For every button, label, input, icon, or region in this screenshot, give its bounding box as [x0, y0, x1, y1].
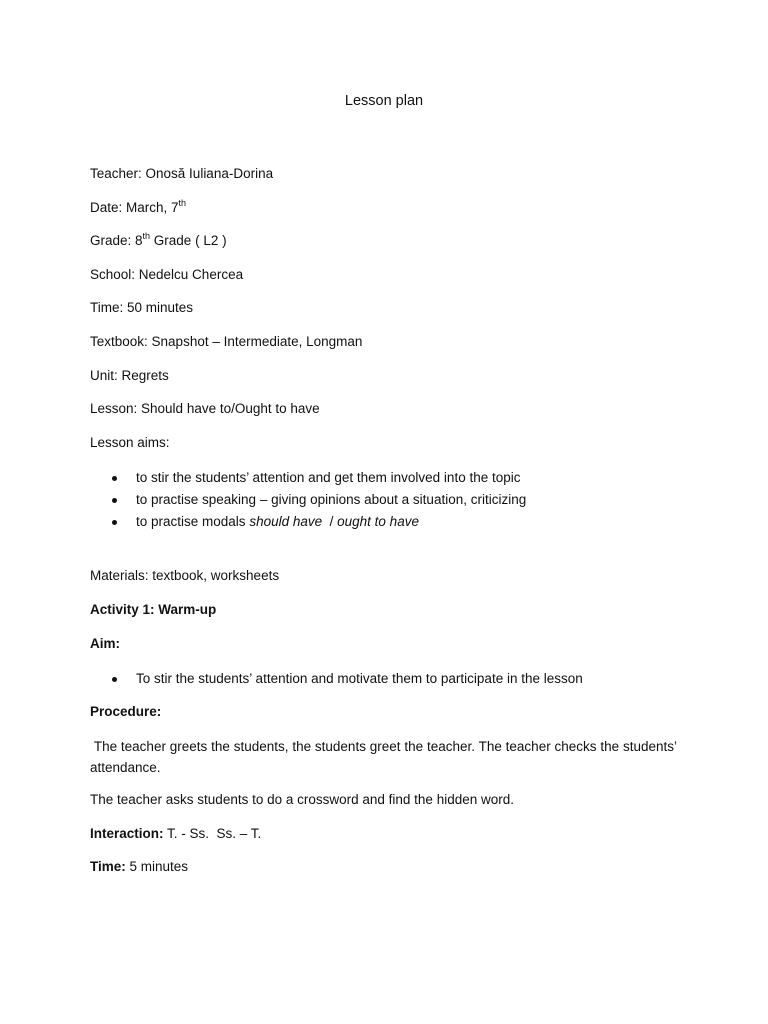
bullet-icon	[112, 677, 117, 682]
activity-aim-label: Aim:	[90, 636, 120, 651]
aim-text: to practise speaking – giving opinions about a situation, criticizing	[136, 492, 527, 507]
time-label: Time:	[90, 859, 126, 874]
lesson-line: Lesson: Should have to/Ought to have	[90, 401, 320, 416]
activity-heading: Activity 1: Warm-up	[90, 602, 217, 617]
date-superscript: th	[178, 197, 187, 208]
procedure-paragraph: The teacher greets the students, the students greet the teacher. The teacher checks the students’ attendance.	[90, 739, 681, 775]
lesson-aims-list	[112, 470, 526, 530]
aim-text-prefix: to practise modals	[136, 514, 250, 529]
grade-superscript: th	[142, 230, 151, 241]
modal-ought-to-have: ought to have	[337, 514, 419, 529]
grade-text: Grade: 8	[90, 233, 143, 248]
interaction-label: Interaction:	[90, 826, 164, 841]
grade-line	[90, 230, 227, 249]
school-line: School: Nedelcu Chercea	[90, 267, 244, 282]
list-item	[112, 470, 526, 486]
aim-text	[136, 514, 419, 530]
date-line	[90, 197, 187, 216]
aim-text: to stir the students’ attention and get them involved into the topic	[136, 470, 521, 485]
bullet-icon	[112, 520, 117, 525]
list-item	[112, 671, 583, 687]
time-value: 5 minutes	[125, 859, 189, 874]
lesson-aims-label: Lesson aims:	[90, 435, 170, 450]
page-title: Lesson plan	[344, 93, 424, 109]
activity-time-line	[90, 859, 188, 875]
textbook-line: Textbook: Snapshot – Intermediate, Longman	[90, 334, 363, 349]
grade-suffix: Grade ( L2 )	[150, 233, 227, 248]
procedure-label: Procedure:	[90, 704, 162, 719]
activity-aim-text: To stir the students’ attention and motivate them to participate in the lesson	[136, 671, 583, 686]
unit-line: Unit: Regrets	[90, 368, 169, 383]
modal-should-have: should have	[249, 514, 323, 529]
procedure-paragraph-2: The teacher asks students to do a crossword and find the hidden word.	[90, 792, 514, 807]
activity-aim-list	[112, 671, 583, 687]
teacher-line: Teacher: Onosă Iuliana-Dorina	[90, 166, 274, 181]
materials-line: Materials: textbook, worksheets	[90, 568, 280, 583]
interaction-value: T. - Ss. Ss. – T.	[163, 826, 262, 841]
time-line: Time: 50 minutes	[90, 300, 194, 315]
aim-separator: /	[322, 514, 338, 529]
list-item	[112, 514, 526, 530]
list-item	[112, 492, 526, 508]
bullet-icon	[112, 498, 117, 503]
date-text: Date: March, 7	[90, 200, 179, 215]
interaction-line	[90, 826, 261, 842]
bullet-icon	[112, 476, 117, 481]
